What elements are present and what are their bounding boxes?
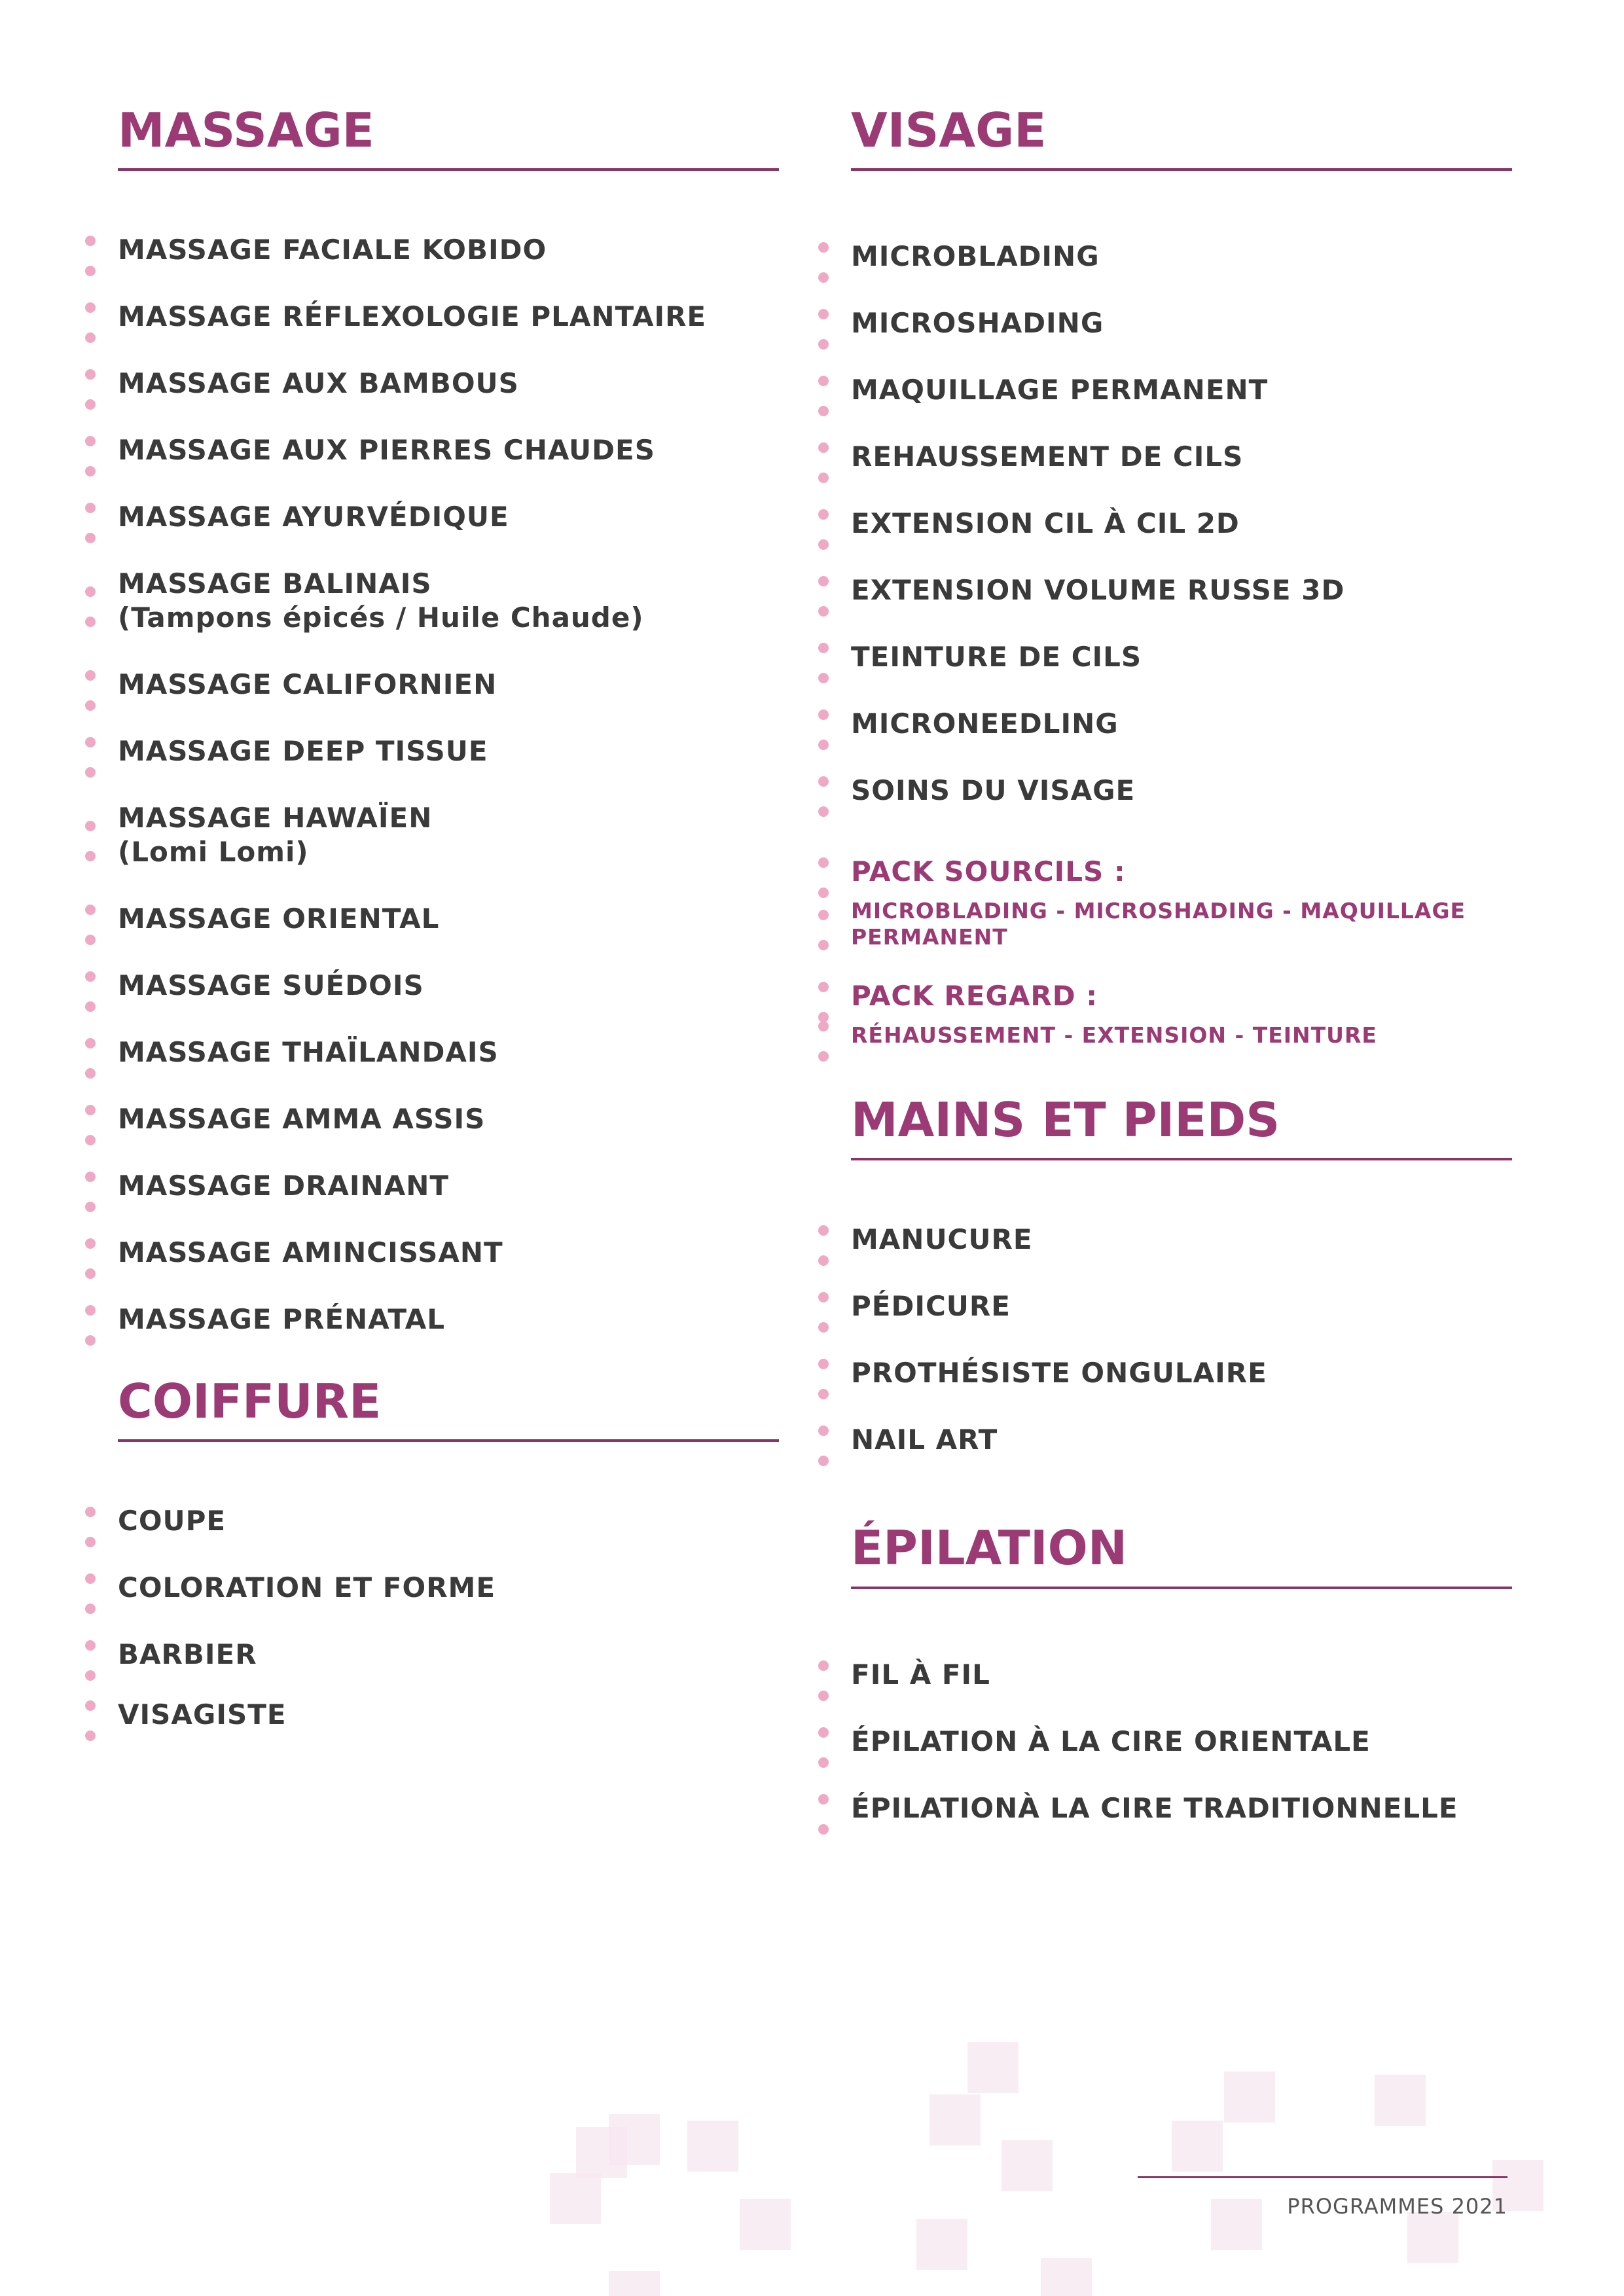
decor-square xyxy=(929,2094,981,2145)
bullet-dot xyxy=(85,1172,96,1182)
bullet-dot xyxy=(85,369,96,380)
decor-square xyxy=(1375,2075,1426,2126)
bullet-dot xyxy=(85,586,96,597)
bullet-dot xyxy=(818,509,829,520)
list-item: COUPE xyxy=(85,1504,779,1538)
bullet-dot xyxy=(85,236,96,246)
decor-square xyxy=(967,2042,1019,2093)
pack-sourcils-text xyxy=(818,898,1512,950)
bullet-dot xyxy=(85,1268,96,1279)
list-item: MASSAGE AMINCISSANT xyxy=(85,1236,779,1270)
bullet-dot xyxy=(818,806,829,817)
bullet-dot xyxy=(818,709,829,720)
bullet-dot xyxy=(818,1225,829,1236)
bullet-dot xyxy=(85,670,96,681)
list-item: MASSAGE ORIENTAL xyxy=(85,902,779,936)
mains-title: MAINS ET PIEDS xyxy=(851,1092,1280,1148)
bullet-dot xyxy=(85,700,96,711)
list-item: NAIL ART xyxy=(818,1423,1512,1457)
massage-list xyxy=(85,233,779,1336)
coiffure-list xyxy=(85,1504,779,1732)
massage-divider xyxy=(118,168,779,171)
bullet-dot xyxy=(818,539,829,550)
pack-sourcils-line1: MICROBLADING - MICROSHADING - xyxy=(851,898,1292,924)
list-item: MASSAGE RÉFLEXOLOGIE PLANTAIRE xyxy=(85,300,779,334)
decor-square xyxy=(609,2271,660,2296)
list-item: ÉPILATIONÀ LA CIRE TRADITIONNELLE xyxy=(818,1791,1512,1825)
mains-list xyxy=(818,1223,1512,1457)
decor-square xyxy=(1224,2072,1275,2123)
bullet-dot xyxy=(818,1757,829,1768)
bullet-dot xyxy=(818,857,829,868)
epilation-list xyxy=(818,1658,1512,1825)
bullet-dot xyxy=(818,1322,829,1333)
bullet-dot xyxy=(85,1068,96,1079)
bullet-dot xyxy=(818,776,829,787)
bullet-dot xyxy=(85,1105,96,1115)
list-item: TEINTURE DE CILS xyxy=(818,640,1512,674)
list-item: MASSAGE FACIALE KOBIDO xyxy=(85,233,779,267)
list-item: MICRONEEDLING xyxy=(818,707,1512,741)
bullet-dot xyxy=(85,1604,96,1614)
list-item: EXTENSION CIL À CIL 2D xyxy=(818,507,1512,541)
bullet-dot xyxy=(818,376,829,386)
section-mains-pieds xyxy=(818,1094,1512,1457)
list-item: ÉPILATION À LA CIRE ORIENTALE xyxy=(818,1725,1512,1759)
bullet-dot xyxy=(818,272,829,283)
decor-square xyxy=(740,2199,791,2250)
pack-regard-text: RÉHAUSSEMENT - EXTENSION - TEINTURE xyxy=(818,1022,1512,1049)
list-item: SOINS DU VISAGE xyxy=(818,774,1512,808)
visage-list xyxy=(818,240,1512,808)
list-item: MICROBLADING xyxy=(818,240,1512,274)
bullet-dot xyxy=(85,533,96,543)
left-column xyxy=(85,105,779,1765)
list-item: MAQUILLAGE PERMANENT xyxy=(818,373,1512,407)
bullet-dot xyxy=(818,673,829,683)
list-item: PROTHÉSISTE ONGULAIRE xyxy=(818,1356,1512,1390)
bullet-dot xyxy=(85,1238,96,1249)
pack-sourcils-line2: MAQUILLAGE PERMANENT xyxy=(851,898,1466,950)
bullet-dot xyxy=(85,436,96,446)
bullet-dot xyxy=(85,332,96,343)
bullet-dot xyxy=(85,1640,96,1651)
bullet-dot xyxy=(818,1359,829,1369)
list-item: MASSAGE DRAINANT xyxy=(85,1169,779,1203)
bullet-dot xyxy=(85,503,96,513)
bullet-dot xyxy=(85,1731,96,1741)
bullet-dot xyxy=(85,1670,96,1681)
list-item: MICROSHADING xyxy=(818,306,1512,340)
section-epilation xyxy=(818,1522,1512,1825)
list-item: MASSAGE CALIFORNIEN xyxy=(85,668,779,702)
visage-divider xyxy=(851,168,1512,171)
bullet-dot xyxy=(85,617,96,627)
section-coiffure xyxy=(85,1376,779,1732)
right-column xyxy=(818,105,1512,1858)
epilation-title: ÉPILATION xyxy=(851,1520,1128,1576)
bullet-dot xyxy=(818,473,829,483)
list-item xyxy=(85,567,779,635)
list-item-line: MASSAGE BALINAIS xyxy=(118,567,432,600)
list-item: MASSAGE DEEP TISSUE xyxy=(85,734,779,768)
bullet-dot xyxy=(818,1051,829,1062)
decor-square xyxy=(1041,2258,1092,2296)
bullet-dot xyxy=(85,851,96,861)
bullet-dot xyxy=(818,1727,829,1738)
bullet-dot xyxy=(85,1038,96,1049)
pack-regard-title: PACK REGARD : xyxy=(818,979,1512,1013)
bullet-dot xyxy=(85,737,96,747)
bullet-dot xyxy=(85,905,96,915)
bullet-dot xyxy=(85,1573,96,1584)
decor-square xyxy=(1172,2121,1223,2172)
list-item xyxy=(85,801,779,869)
list-item: MASSAGE AMMA ASSIS xyxy=(85,1102,779,1136)
footer-divider xyxy=(1138,2176,1507,2178)
footer-label: PROGRAMMES 2021 xyxy=(1287,2194,1507,2219)
bullet-dot xyxy=(818,1021,829,1031)
mains-divider xyxy=(851,1158,1512,1160)
decor-square xyxy=(1001,2140,1053,2191)
list-item: MASSAGE AYURVÉDIQUE xyxy=(85,500,779,534)
bullet-dot xyxy=(818,242,829,253)
bullet-dot xyxy=(85,935,96,945)
list-item: MASSAGE AUX BAMBOUS xyxy=(85,367,779,401)
list-item: BARBIER xyxy=(85,1638,779,1672)
bullet-dot xyxy=(85,1305,96,1316)
visage-title: VISAGE xyxy=(851,103,1047,158)
bullet-dot xyxy=(818,1824,829,1835)
bullet-dot xyxy=(818,1691,829,1701)
pack-regard xyxy=(818,979,1512,1049)
bullet-dot xyxy=(85,302,96,313)
bullet-dot xyxy=(818,339,829,350)
bullet-dot xyxy=(85,1135,96,1145)
bullet-dot xyxy=(818,576,829,586)
bullet-dot xyxy=(818,1794,829,1804)
bullet-dot xyxy=(85,266,96,276)
list-item-subline: (Lomi Lomi) xyxy=(118,836,309,869)
bullet-dot xyxy=(85,767,96,778)
decor-square xyxy=(550,2173,601,2224)
decor-square xyxy=(1407,2212,1458,2263)
bullet-dot xyxy=(85,1537,96,1547)
section-visage xyxy=(818,105,1512,1049)
bullet-dot xyxy=(818,1292,829,1302)
bullet-dot xyxy=(818,309,829,319)
bullet-dot xyxy=(818,888,829,898)
epilation-divider xyxy=(851,1587,1512,1589)
decor-square xyxy=(687,2121,738,2172)
bullet-dot xyxy=(85,1700,96,1711)
coiffure-divider xyxy=(118,1439,779,1442)
bullet-dot xyxy=(818,1456,829,1466)
bullet-dot xyxy=(85,821,96,831)
list-item-line: MASSAGE HAWAÏEN xyxy=(118,802,433,834)
section-massage xyxy=(85,105,779,1336)
list-item: REHAUSSEMENT DE CILS xyxy=(818,440,1512,474)
bullet-dot xyxy=(818,940,829,950)
bullet-dot xyxy=(818,740,829,750)
bullet-dot xyxy=(85,1507,96,1517)
bullet-dot xyxy=(85,971,96,982)
list-item: VISAGISTE xyxy=(85,1698,779,1732)
bullet-dot xyxy=(818,442,829,453)
bullet-dot xyxy=(818,406,829,416)
list-item: MASSAGE THAÏLANDAIS xyxy=(85,1035,779,1069)
bullet-dot xyxy=(818,1660,829,1671)
list-item: MASSAGE SUÉDOIS xyxy=(85,969,779,1003)
list-item: MASSAGE AUX PIERRES CHAUDES xyxy=(85,433,779,467)
pack-sourcils xyxy=(818,855,1512,950)
massage-title: MASSAGE xyxy=(118,103,374,158)
bullet-dot xyxy=(818,606,829,617)
list-item: COLORATION ET FORME xyxy=(85,1571,779,1605)
bullet-dot xyxy=(85,466,96,476)
decor-square xyxy=(916,2219,967,2270)
bullet-dot xyxy=(85,1335,96,1346)
list-item: FIL À FIL xyxy=(818,1658,1512,1692)
decor-square xyxy=(576,2127,627,2178)
list-item: EXTENSION VOLUME RUSSE 3D xyxy=(818,573,1512,607)
list-item: MASSAGE PRÉNATAL xyxy=(85,1302,779,1336)
bullet-dot xyxy=(818,910,829,920)
pack-sourcils-title: PACK SOURCILS : xyxy=(818,855,1512,889)
list-item-subline: (Tampons épicés / Huile Chaude) xyxy=(118,601,644,634)
bullet-dot xyxy=(818,1389,829,1399)
bullet-dot xyxy=(85,1001,96,1012)
list-item: MANUCURE xyxy=(818,1223,1512,1257)
bullet-dot xyxy=(818,643,829,653)
list-item: PÉDICURE xyxy=(818,1289,1512,1323)
bullet-dot xyxy=(85,399,96,410)
bullet-dot xyxy=(85,1202,96,1212)
bullet-dot xyxy=(818,1255,829,1266)
bullet-dot xyxy=(818,1426,829,1436)
bullet-dot xyxy=(818,982,829,992)
coiffure-title: COIFFURE xyxy=(118,1374,382,1429)
